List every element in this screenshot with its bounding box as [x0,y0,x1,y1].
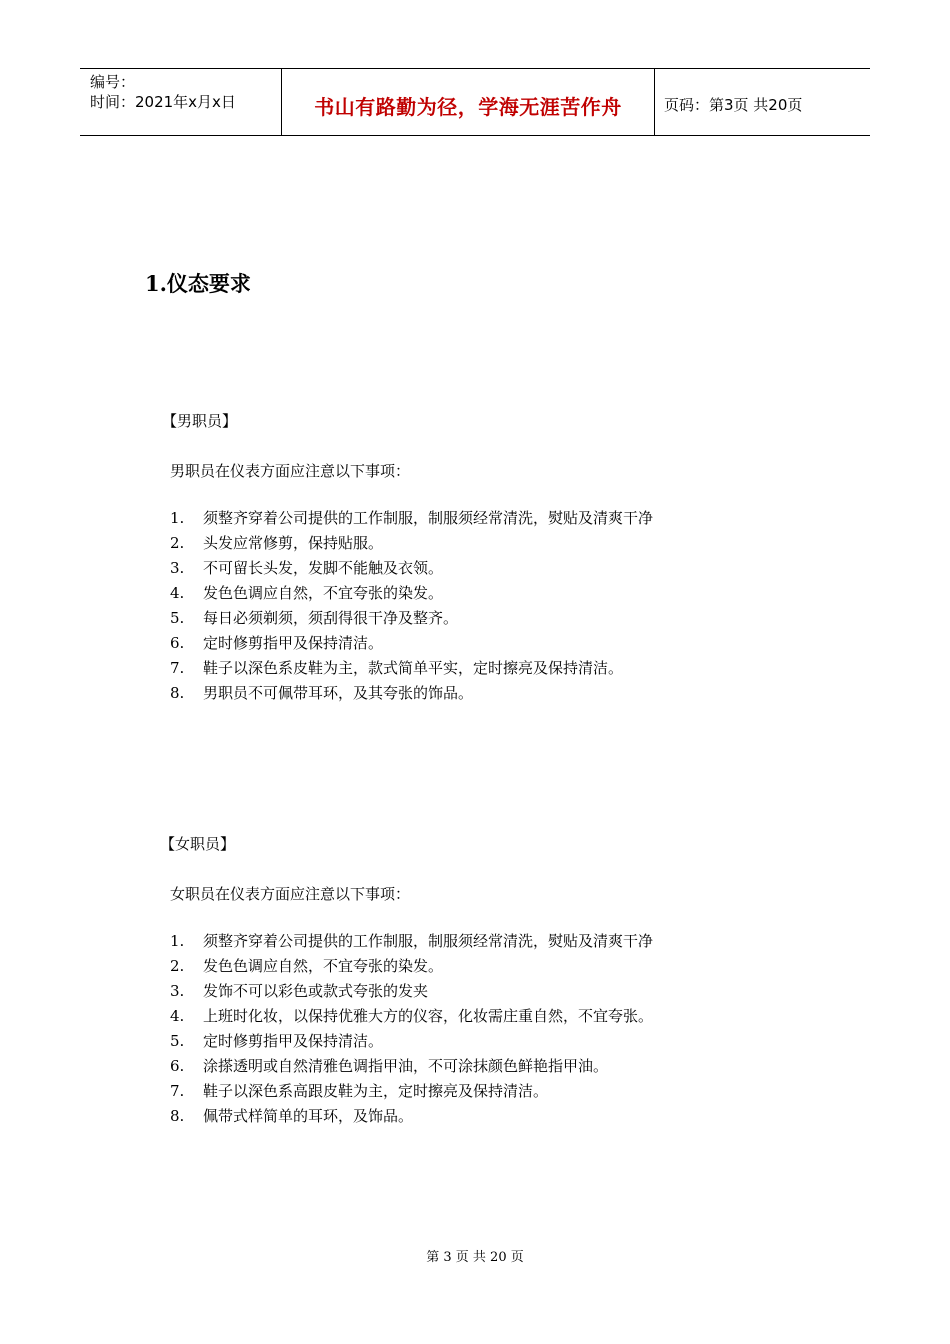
document-number-label: 编号： [90,73,136,91]
list-item: 3. 不可留长头发，发脚不能触及衣领。 [170,559,444,577]
header-meta-cell [80,69,282,135]
header-page-cell [655,69,870,135]
list-item: 7. 鞋子以深色系皮鞋为主，款式简单平实，定时擦亮及保持清洁。 [170,659,624,677]
header-motto-cell [282,69,655,135]
list-item: 2. 发色色调应自然，不宜夸张的染发。 [170,957,444,975]
list-item: 8. 佩带式样简单的耳环，及饰品。 [170,1107,414,1125]
list-item: 5. 定时修剪指甲及保持清洁。 [170,1032,384,1050]
page-header [80,68,870,136]
male-staff-list [170,506,653,706]
list-item: 4. 发色色调应自然，不宜夸张的染发。 [170,584,444,602]
list-item: 2. 头发应常修剪，保持贴服。 [170,534,384,552]
list-item: 4. 上班时化妆，以保持优雅大方的仪容，化妆需庄重自然，不宜夸张。 [170,1007,654,1025]
list-item: 6. 定时修剪指甲及保持清洁。 [170,634,384,652]
list-item: 7. 鞋子以深色系高跟皮鞋为主，定时擦亮及保持清洁。 [170,1082,549,1100]
list-item: 6. 涂搽透明或自然清雅色调指甲油，不可涂抹颜色鲜艳指甲油。 [170,1057,609,1075]
male-staff-intro: 男职员在仪表方面应注意以下事项： [170,462,411,480]
page-footer: 第 3 页 共 20 页 [426,1250,524,1265]
list-item: 5. 每日必须剃须，须刮得很干净及整齐。 [170,609,459,627]
female-staff-intro: 女职员在仪表方面应注意以下事项： [170,885,411,903]
header-page-info: 页码：第3页 共20页 [664,96,803,114]
section-title: 1.仪态要求 [145,271,251,296]
list-item: 8. 男职员不可佩带耳环，及其夸张的饰品。 [170,684,474,702]
header-motto: 书山有路勤为径，学海无涯苦作舟 [314,95,622,119]
female-staff-label: 【女职员】 [160,835,236,853]
document-date: 时间：2021年x月x日 [90,93,236,111]
male-staff-label: 【男职员】 [162,412,238,430]
list-item: 3. 发饰不可以彩色或款式夸张的发夹 [170,982,429,1000]
female-staff-list [170,929,653,1129]
list-item: 1. 须整齐穿着公司提供的工作制服，制服须经常清洗，熨贴及清爽干净 [170,932,654,950]
list-item: 1. 须整齐穿着公司提供的工作制服，制服须经常清洗，熨贴及清爽干净 [170,509,654,527]
